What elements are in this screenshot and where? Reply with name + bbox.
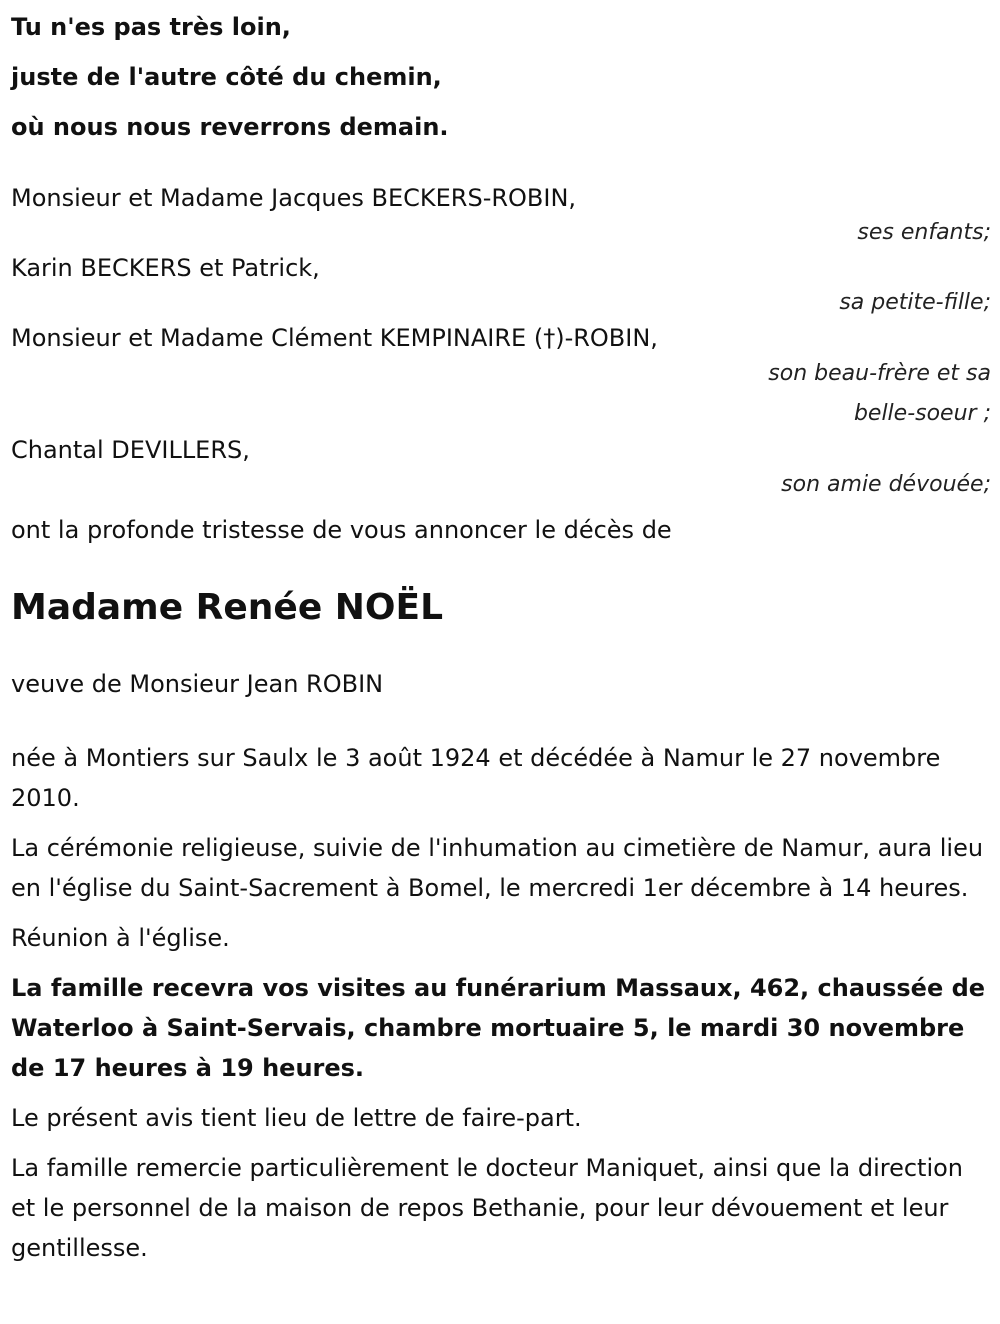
- poem-line: où nous nous reverrons demain.: [11, 113, 449, 141]
- poem-line: juste de l'autre côté du chemin,: [11, 63, 442, 91]
- widow-of-text: veuve de Monsieur Jean ROBIN: [11, 670, 384, 698]
- ceremony-paragraph: La cérémonie religieuse, suivie de l'inhumation au cimetière de Namur, aura lieu en l'église du Saint-Sacrement à Bomel, le mercredi 1er décembre à 14 heures.: [11, 834, 984, 902]
- announcement-text: ont la profonde tristesse de vous annoncer le décès de: [11, 516, 672, 544]
- family-member-relation: son beau-frère et sa belle-soeur ;: [768, 361, 991, 426]
- obituary-notice: [11, 0, 991, 1278]
- poem-line: Tu n'es pas très loin,: [11, 13, 291, 41]
- family-member-name: Karin BECKERS et Patrick,: [11, 254, 320, 282]
- family-member-name: Monsieur et Madame Clément KEMPINAIRE (†)-ROBIN,: [11, 324, 658, 352]
- family-list: [11, 182, 991, 504]
- visitation-paragraph: La famille recevra vos visites au funérarium Massaux, 462, chaussée de Waterloo à Saint-Servais, chambre mortuaire 5, le mardi 30 novembre de 17 heures à 19 heures.: [11, 974, 986, 1082]
- reunion-paragraph: Réunion à l'église.: [11, 924, 230, 952]
- family-member-relation: sa petite-fille;: [839, 290, 991, 315]
- thanks-paragraph: La famille remercie particulièrement le docteur Maniquet, ainsi que la direction et le personnel de la maison de repos Bethanie, pour leur dévouement et leur gentillesse.: [11, 1154, 964, 1262]
- birth-death-paragraph: née à Montiers sur Saulx le 3 août 1924 et décédée à Namur le 27 novembre 2010.: [11, 744, 941, 812]
- family-member-relation: ses enfants;: [857, 220, 991, 245]
- family-member-relation: son amie dévouée;: [781, 472, 991, 497]
- notice-paragraph: Le présent avis tient lieu de lettre de faire-part.: [11, 1104, 582, 1132]
- family-member-name: Monsieur et Madame Jacques BECKERS-ROBIN,: [11, 184, 577, 212]
- opening-poem: [11, 2, 991, 152]
- family-member-name: Chantal DEVILLERS,: [11, 436, 250, 464]
- deceased-name: Madame Renée NOËL: [11, 587, 444, 628]
